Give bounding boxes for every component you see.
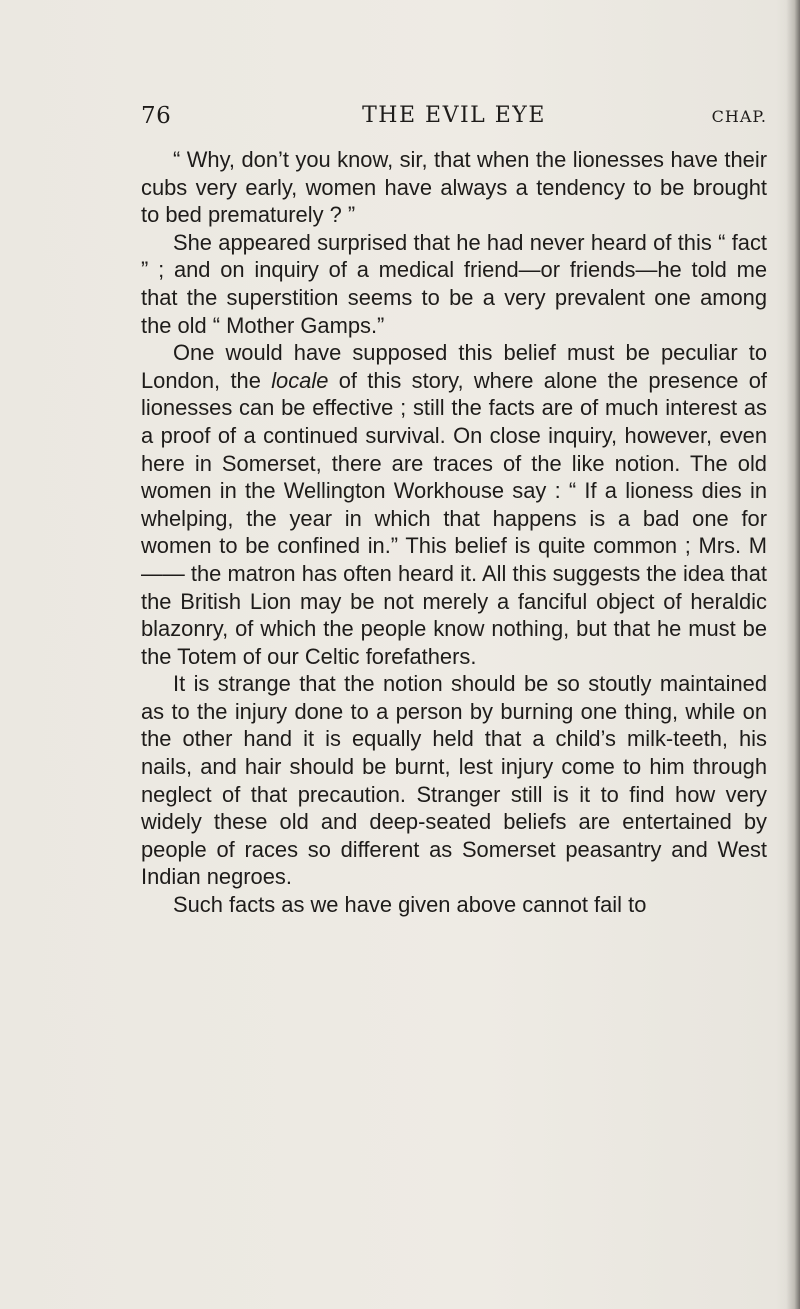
paragraph: She appeared surprised that he had never heard of this “ fact ” ; and on inquiry of a medical friend—or friends—he told me that the superstition seems to be a very prevalent one among the old “ Mother Gamps.”	[141, 229, 767, 338]
paragraph: It is strange that the notion should be so stoutly maintained as to the injury done to a person by burning one thing, while on the other hand it is equally held that a child’s milk-teeth, his nails, and hair should be burnt, lest injury come to him through neglect of that precaution. Stranger still is it to find how very widely these old and deep-seated beliefs are entertained by people of races so different as Somerset peasantry and West Indian negroes.	[141, 671, 767, 890]
running-header	[141, 103, 767, 131]
paragraph: Such facts as we have given above cannot fail to	[173, 892, 647, 918]
body-text	[141, 146, 767, 919]
page-number: 76	[141, 103, 172, 129]
paragraph	[141, 339, 767, 670]
italic-word: locale	[271, 367, 329, 393]
paragraph-text: One would have supposed this belief must be peculiar to London, the	[141, 340, 767, 393]
paragraph-text: of this story, where alone the presence of lionesses can be effective ; still the facts are of much interest as a proof of a continued survival. On close inquiry, however, even here in Somerset, there are traces of the like notion. The old women in the Wellington Workhouse say : “ If a lioness dies in whelping, the year in which that happens is a bad one for women to be confined in.” This belief is quite common ; Mrs. M—— the matron has often heard it. All this suggests the idea that the British Lion may be not merely a fanciful object of heraldic blazonry, of which the people know nothing, but that he must be the Totem of our Celtic forefathers.	[141, 367, 767, 669]
paragraph: “ Why, don’t you know, sir, that when the lionesses have their cubs very early, women have always a tendency to be brought to bed prematurely ? ”	[141, 147, 767, 228]
chapter-label: CHAP.	[711, 107, 767, 126]
running-title: THE EVIL EYE	[362, 103, 546, 128]
page-edge-shadow	[786, 0, 800, 1309]
